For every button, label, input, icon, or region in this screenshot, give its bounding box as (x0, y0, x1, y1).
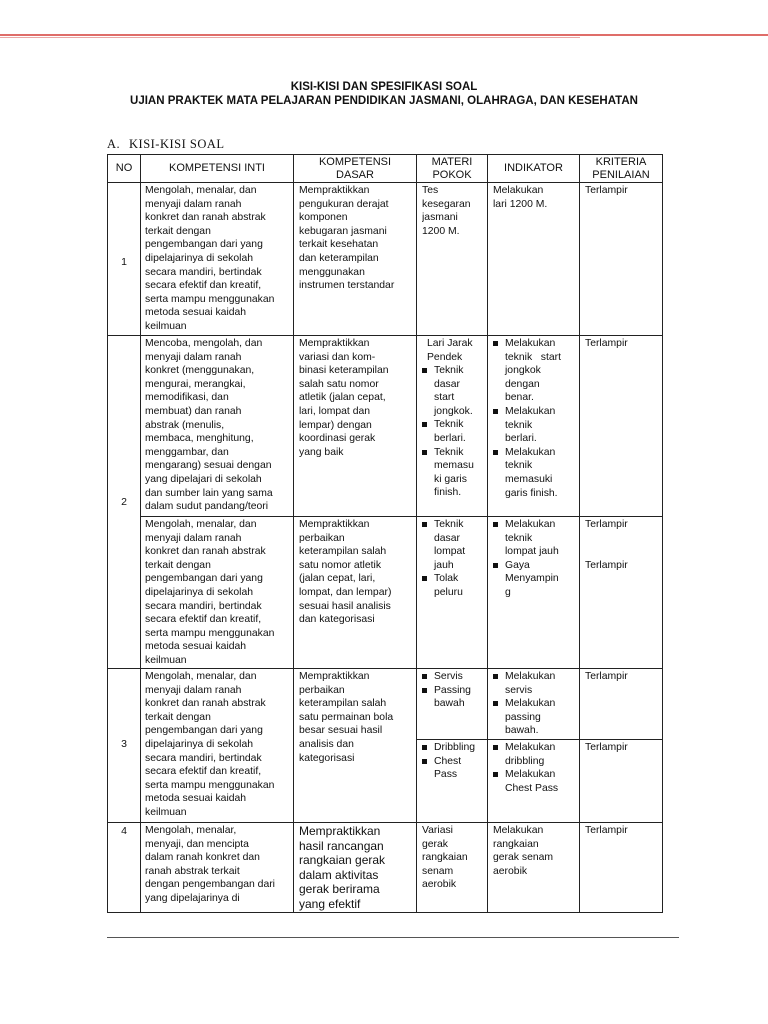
list-item: Melakukan teknik lompat jauh (491, 518, 578, 559)
col-border-ki (293, 154, 294, 913)
row-3-sub2-kriteria: Terlampir (585, 742, 628, 753)
row-1-indikator: Melakukan lari 1200 M. (493, 185, 548, 210)
list-item: Teknik dasar lompat jauh (420, 518, 486, 572)
list-item: Passing bawah (420, 684, 486, 711)
row-1-kompetensi-dasar: Mempraktikkan pengukuran derajat komponen kebugaran jasmani terkait kesehatan dan keterampilan menggunakan instrumen terstandar (299, 185, 395, 292)
section-label: KISI-KISI SOAL (129, 137, 225, 151)
row-3-number: 3 (121, 738, 127, 750)
list-item: Servis (420, 670, 486, 684)
list-item: Teknik memasu ki garis finish. (420, 446, 486, 500)
col-border-kd (416, 154, 417, 913)
title-line-1: KISI-KISI DAN SPESIFIKASI SOAL (290, 81, 478, 93)
header-kompetensi-dasar: KOMPETENSI DASAR (318, 155, 392, 181)
row-2a-kompetensi-inti: Mencoba, mengolah, dan menyaji dalam ranah konkret (menggunakan, mengurai, merangkai, memodifikasi, dan membuat) dan ranah abstrak (menulis, membaca, menghitung, menggambar, dan mengarang) sesuai dengan yang dipelajari di sekolah dan sumber lain yang sama dalam sudut pandang/teori (145, 338, 273, 513)
list-item: Teknik berlari. (420, 418, 486, 445)
row-divider-3-sub (416, 739, 662, 740)
list-item: Melakukan dribbling (491, 741, 578, 768)
row-4-kriteria: Terlampir (585, 825, 628, 836)
col-border-right (662, 154, 663, 913)
row-2b-kompetensi-inti: Mengolah, menalar, dan menyaji dalam ranah konkret dan ranah abstrak terkait dengan pengembangan dari yang dipelajarinya di sekolah secara mandiri, bertindak secara efektif dan kreatif, serta mampu menggunakan metoda sesuai kaidah keilmuan (145, 519, 275, 666)
row-divider-2a (140, 516, 662, 517)
header-indikator: INDIKATOR (504, 162, 563, 174)
list-item: Melakukan passing bawah. (491, 697, 578, 738)
top-border-line-secondary (0, 37, 580, 38)
list-item: Melakukan Chest Pass (491, 768, 578, 795)
row-2a-kriteria: Terlampir (585, 338, 628, 349)
section-heading (107, 137, 225, 152)
row-2b-indikator-list (491, 518, 578, 600)
row-3-kompetensi-inti: Mengolah, menalar, dan menyaji dalam ranah konkret dan ranah abstrak terkait dengan pengembangan dari yang dipelajarinya di sekolah secara mandiri, bertindak secara efektif dan kreatif, serta mampu menggunakan metoda sesuai kaidah keilmuan (145, 671, 275, 818)
row-1-materi-pokok: Tes kesegaran jasmani 1200 M. (422, 185, 471, 237)
row-3-sub2-indikator-list (491, 741, 578, 795)
list-item: Teknik dasar start jongkok. (420, 364, 486, 418)
row-3-kompetensi-dasar: Mempraktikkan perbaikan keterampilan salah satu permainan bola besar sesuai hasil analisis dan kategorisasi (299, 671, 394, 764)
row-2a-materi-list (420, 364, 486, 500)
row-1-kriteria: Terlampir (585, 185, 628, 196)
list-item: Tolak peluru (420, 572, 486, 599)
row-2a-indikator-list (491, 337, 578, 500)
row-4-kompetensi-dasar: Mempraktikkan hasil rancangan rangkaian gerak dalam aktivitas gerak berirama yang efektif (299, 824, 386, 911)
list-item: Dribbling (420, 741, 486, 755)
list-item: Melakukan teknik start jongkok dengan benar. (491, 337, 578, 405)
title-line-2: UJIAN PRAKTEK MATA PELAJARAN PENDIDIKAN JASMANI, OLAHRAGA, DAN KESEHATAN (130, 95, 638, 107)
row-1-number: 1 (121, 256, 127, 268)
row-4-number: 4 (121, 825, 127, 837)
col-border-no (140, 154, 141, 913)
col-border-indikator (579, 154, 580, 913)
list-item: Melakukan teknik memasuki garis finish. (491, 446, 578, 500)
header-no: NO (115, 162, 133, 174)
row-2a-kompetensi-dasar: Mempraktikkan variasi dan kom- binasi keterampilan salah satu nomor atletik (jalan cepat, lari, lompat dan lempar) dengan koordinasi gerak yang baik (299, 338, 389, 458)
col-border-materi (487, 154, 488, 913)
list-item: Melakukan servis (491, 670, 578, 697)
row-1-kompetensi-inti: Mengolah, menalar, dan menyaji dalam ranah konkret dan ranah abstrak terkait dengan pengembangan dari yang dipelajarinya di sekolah secara mandiri, bertindak secara efektif dan kreatif, serta mampu menggunakan metoda sesuai kaidah keilmuan (145, 185, 275, 332)
list-item: Melakukan teknik berlari. (491, 405, 578, 446)
row-4-materi-pokok: Variasi gerak rangkaian senam aerobik (422, 825, 468, 891)
footer-line (107, 937, 679, 938)
top-border-line (0, 34, 768, 36)
row-3-sub1-indikator-list (491, 670, 578, 738)
document-title (0, 80, 768, 108)
row-2b-kriteria-2: Terlampir (585, 560, 628, 571)
header-materi-pokok: MATERI POKOK (431, 155, 473, 181)
row-4-kompetensi-inti: Mengolah, menalar, menyaji, dan mencipta dalam ranah konkret dan ranah abstrak terkait dengan pengembangan dari yang dipelajarinya di (145, 825, 275, 904)
row-2b-kompetensi-dasar: Mempraktikkan perbaikan keterampilan salah satu nomor atletik (jalan cepat, lari, lompat, dan lempar) sesuai hasil analisis dan kategorisasi (299, 519, 392, 626)
row-3-sub1-materi-list (420, 670, 486, 711)
header-kriteria-penilaian: KRITERIA PENILAIAN (592, 155, 650, 181)
list-item: Gaya Menyampin g (491, 559, 578, 600)
row-3-sub2-materi-list (420, 741, 486, 782)
row-2-number: 2 (121, 496, 127, 508)
row-2b-materi-list (420, 518, 486, 600)
row-3-sub1-kriteria: Terlampir (585, 671, 628, 682)
header-kompetensi-inti: KOMPETENSI INTI (169, 162, 265, 174)
row-4-indikator: Melakukan rangkaian gerak senam aerobik (493, 825, 554, 877)
list-item: Chest Pass (420, 755, 486, 782)
row-2a-materi-intro: Lari Jarak Pendek (427, 338, 473, 363)
row-2b-kriteria-1: Terlampir (585, 519, 628, 530)
section-letter: A. (107, 137, 121, 151)
